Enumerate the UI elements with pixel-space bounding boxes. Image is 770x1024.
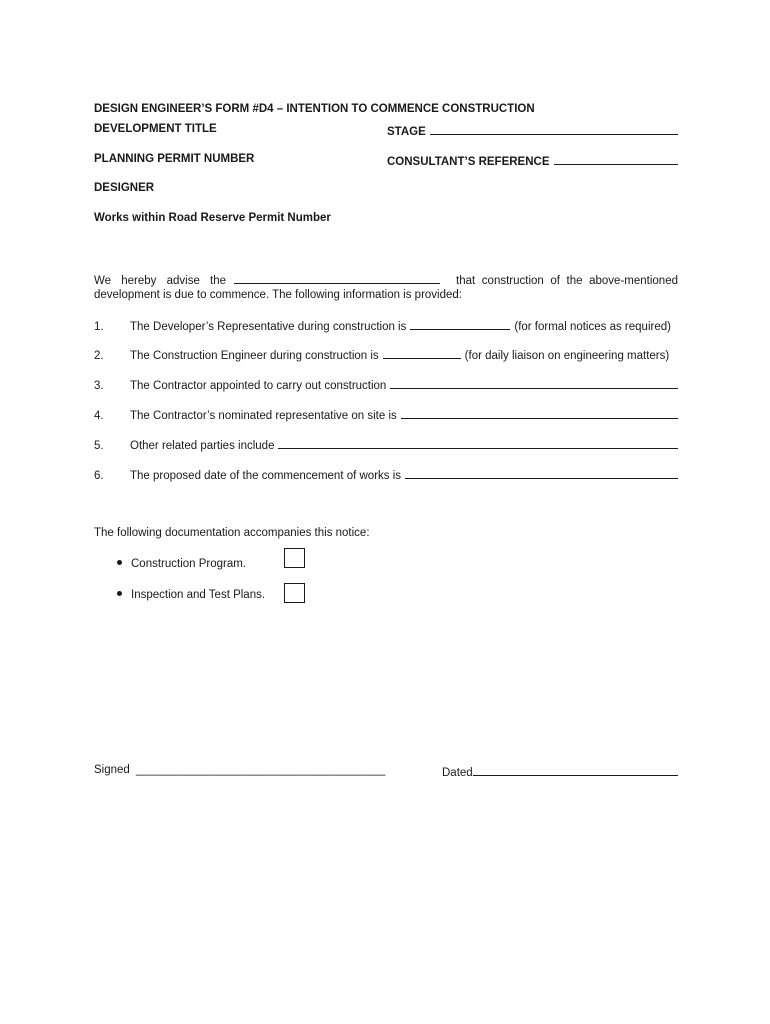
stage-label: STAGE	[387, 126, 426, 138]
related-parties-field[interactable]	[278, 437, 678, 449]
intro-line-1	[94, 272, 678, 287]
dated-row	[442, 764, 678, 779]
advise-suffix: that construction of the above-mentioned	[456, 275, 678, 287]
consultant-reference-field[interactable]	[554, 153, 679, 165]
documentation-heading: The following documentation accompanies this notice:	[94, 527, 370, 539]
site-representative-field[interactable]	[401, 407, 678, 419]
contractor-field[interactable]	[390, 377, 678, 389]
inspection-plans-checkbox[interactable]	[284, 583, 305, 603]
bullet-icon	[117, 560, 122, 565]
advise-party-field[interactable]	[234, 272, 440, 284]
construction-engineer-field[interactable]	[383, 347, 461, 359]
developer-representative-field[interactable]	[410, 318, 510, 330]
list-item: 5. Other related parties include	[94, 437, 678, 452]
list-item: 6. The proposed date of the commencement of works is	[94, 467, 678, 482]
dated-field[interactable]	[473, 764, 678, 776]
intro-line-2: development is due to commence. The following information is provided:	[94, 289, 462, 301]
stage-field[interactable]	[430, 123, 678, 135]
doc-item-construction-program: Construction Program.	[117, 558, 246, 570]
list-item: 1. The Developer’s Representative during construction is (for formal notices as required)	[94, 318, 678, 333]
consultant-reference-label: CONSULTANT’S REFERENCE	[387, 156, 550, 168]
designer-label: DESIGNER	[94, 182, 155, 194]
list-item: 4. The Contractor’s nominated representative on site is	[94, 407, 678, 422]
commencement-date-field[interactable]	[405, 467, 678, 479]
signed-row	[94, 764, 385, 776]
form-title: DESIGN ENGINEER’S FORM #D4 – INTENTION TO COMMENCE CONSTRUCTION	[94, 103, 535, 115]
list-item: 3. The Contractor appointed to carry out construction	[94, 377, 678, 392]
road-reserve-permit-label: Works within Road Reserve Permit Number	[94, 212, 331, 224]
planning-permit-label: PLANNING PERMIT NUMBER	[94, 153, 255, 165]
construction-program-checkbox[interactable]	[284, 548, 305, 568]
advise-prefix: We hereby advise the	[94, 275, 227, 287]
signed-label: Signed	[94, 764, 130, 776]
list-item: 2. The Construction Engineer during construction is (for daily liaison on engineering matters)	[94, 347, 678, 362]
development-title-label: DEVELOPMENT TITLE	[94, 123, 217, 135]
dated-label: Dated	[442, 767, 473, 779]
signed-field[interactable]: _______________________________________	[136, 764, 386, 776]
bullet-icon	[117, 591, 122, 596]
doc-item-inspection-plans: Inspection and Test Plans.	[117, 589, 265, 601]
